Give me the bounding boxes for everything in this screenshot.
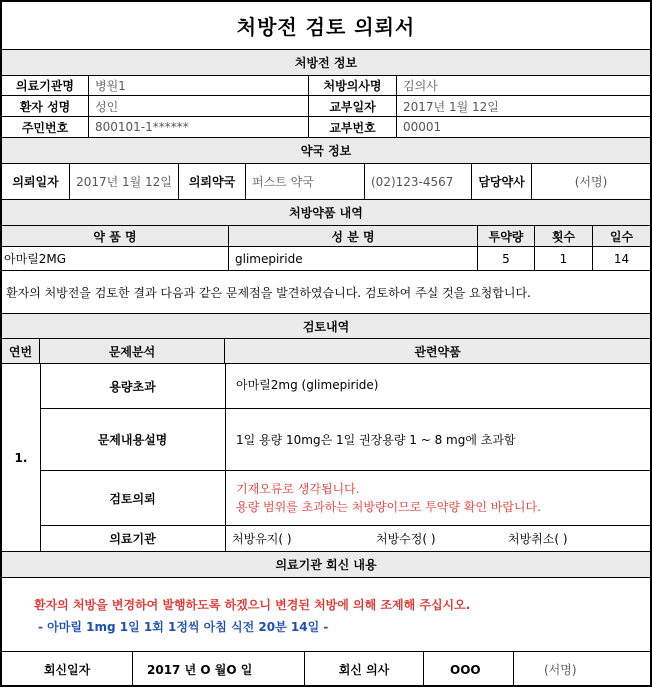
col-drug-name: 약 품 명 xyxy=(2,226,229,246)
ingredient-cell: glimepiride xyxy=(229,247,478,270)
page-title: 처방전 검토 의뢰서 xyxy=(236,15,416,39)
review-item-no: 1. xyxy=(2,364,41,552)
review-column-header-row xyxy=(2,339,650,364)
reply-sign-row xyxy=(2,652,650,687)
prescription-info-header-row xyxy=(2,50,650,76)
reply-date-value: 2017 년 O 월O 일 xyxy=(133,652,305,687)
option-keep[interactable]: 처방유지( ) xyxy=(232,532,292,546)
reply-content xyxy=(2,578,650,651)
pharmacy-phone: (02)123-4567 xyxy=(365,164,472,199)
request-line-2: 용량 범위를 초과하는 처방량이므로 투약량 확인 바랍니다. xyxy=(236,500,541,514)
pharmacy-value: 퍼스트 약국 xyxy=(246,164,365,199)
reply-header: 의료기관 회신 내용 xyxy=(275,558,377,572)
option-modify[interactable]: 처방수정( ) xyxy=(376,532,436,546)
rrn-value: 800101-1****** xyxy=(89,117,309,137)
explain-label: 문제내용설명 xyxy=(40,409,226,470)
request-line-1: 기재오류로 생각됩니다. xyxy=(236,482,360,496)
institution-value: 병원1 xyxy=(89,76,309,95)
doctor-label: 처방의사명 xyxy=(309,76,397,95)
doctor-value: 김의사 xyxy=(403,79,438,93)
reply-date-label: 회신일자 xyxy=(2,652,133,687)
reply-doctor-label: 회신 의사 xyxy=(305,652,424,687)
request-row xyxy=(40,471,650,526)
issue-no-label: 교부번호 xyxy=(309,117,397,137)
col-no: 연번 xyxy=(2,339,40,363)
institution-decision-row xyxy=(40,526,650,552)
patient-label: 환자 성명 xyxy=(2,96,89,116)
pharmacy-info-header: 약국 정보 xyxy=(300,144,352,158)
drug-name-cell: 아마릴2MG xyxy=(2,247,229,270)
col-related: 관련약품 xyxy=(414,344,461,359)
prescription-info-header: 처방전 정보 xyxy=(294,56,358,70)
option-cancel[interactable]: 처방취소( ) xyxy=(508,532,568,546)
prescription-info-row-2 xyxy=(2,96,650,117)
institution-label: 의료기관명 xyxy=(2,76,89,95)
col-times: 횟수 xyxy=(535,226,593,246)
prescription-info-row-3 xyxy=(2,117,650,138)
notice-text: 환자의 처방전을 검토한 결과 다음과 같은 문제점을 발견하였습니다. 검토하여 주실 것을 요청합니다. xyxy=(6,286,531,300)
reply-line-1: 환자의 처방을 변경하여 발행하도록 하겠으니 변경된 처방에 의해 조제해 주십시오. xyxy=(34,598,471,612)
overdose-label: 용량초과 xyxy=(40,364,226,408)
issue-date-value: 2017년 1월 12일 xyxy=(403,99,499,114)
review-header: 검토내역 xyxy=(302,319,350,334)
reply-doctor-value: OOO xyxy=(424,652,514,687)
col-days: 일수 xyxy=(609,229,634,244)
request-date-label: 의뢰일자 xyxy=(2,164,70,199)
dose-cell: 5 xyxy=(478,247,535,270)
patient-value: 성인 xyxy=(89,96,309,116)
reply-header-row xyxy=(2,552,650,578)
institution-decision-label: 의료기관 xyxy=(40,526,226,551)
reply-content-row xyxy=(2,578,650,652)
col-dose: 투약량 xyxy=(478,226,535,246)
col-ingredient: 성 분 명 xyxy=(229,226,478,246)
table-row xyxy=(2,247,650,271)
reply-signature: (서명) xyxy=(544,663,577,677)
prescription-info-row-1 xyxy=(2,76,650,96)
rrn-label: 주민번호 xyxy=(2,117,89,137)
request-date-value: 2017년 1월 12일 xyxy=(70,164,179,199)
times-cell: 1 xyxy=(535,247,593,270)
notice-row xyxy=(2,271,650,314)
issue-no-value: 00001 xyxy=(403,120,442,134)
pharmacist-signature: (서명) xyxy=(574,175,608,189)
review-header-row xyxy=(2,314,650,339)
drugs-column-header-row xyxy=(2,226,650,247)
pharmacy-info-row xyxy=(2,164,650,200)
reply-line-2: - 아마릴 1mg 1일 1회 1정씩 아침 식전 20분 14일 - xyxy=(38,620,329,634)
drugs-header-row xyxy=(2,200,650,226)
explain-value: 1일 용량 10mg은 1일 권장용량 1 ~ 8 mg에 초과함 xyxy=(236,433,516,447)
overdose-row xyxy=(40,364,650,409)
decision-options xyxy=(226,526,650,551)
request-label: 검토의뢰 xyxy=(40,471,226,525)
col-analysis: 문제분석 xyxy=(40,339,225,363)
form-title-row xyxy=(2,2,650,50)
pharmacy-label: 의뢰약국 xyxy=(179,164,246,199)
pharmacist-label: 담당약사 xyxy=(472,164,532,199)
days-cell: 14 xyxy=(613,251,630,266)
explain-row xyxy=(40,409,650,471)
issue-date-label: 교부일자 xyxy=(309,96,397,116)
overdose-value: 아마릴2mg (glimepiride) xyxy=(236,378,379,392)
drugs-header: 처방약품 내역 xyxy=(289,206,363,220)
pharmacy-info-header-row xyxy=(2,138,650,164)
request-content xyxy=(226,471,650,525)
